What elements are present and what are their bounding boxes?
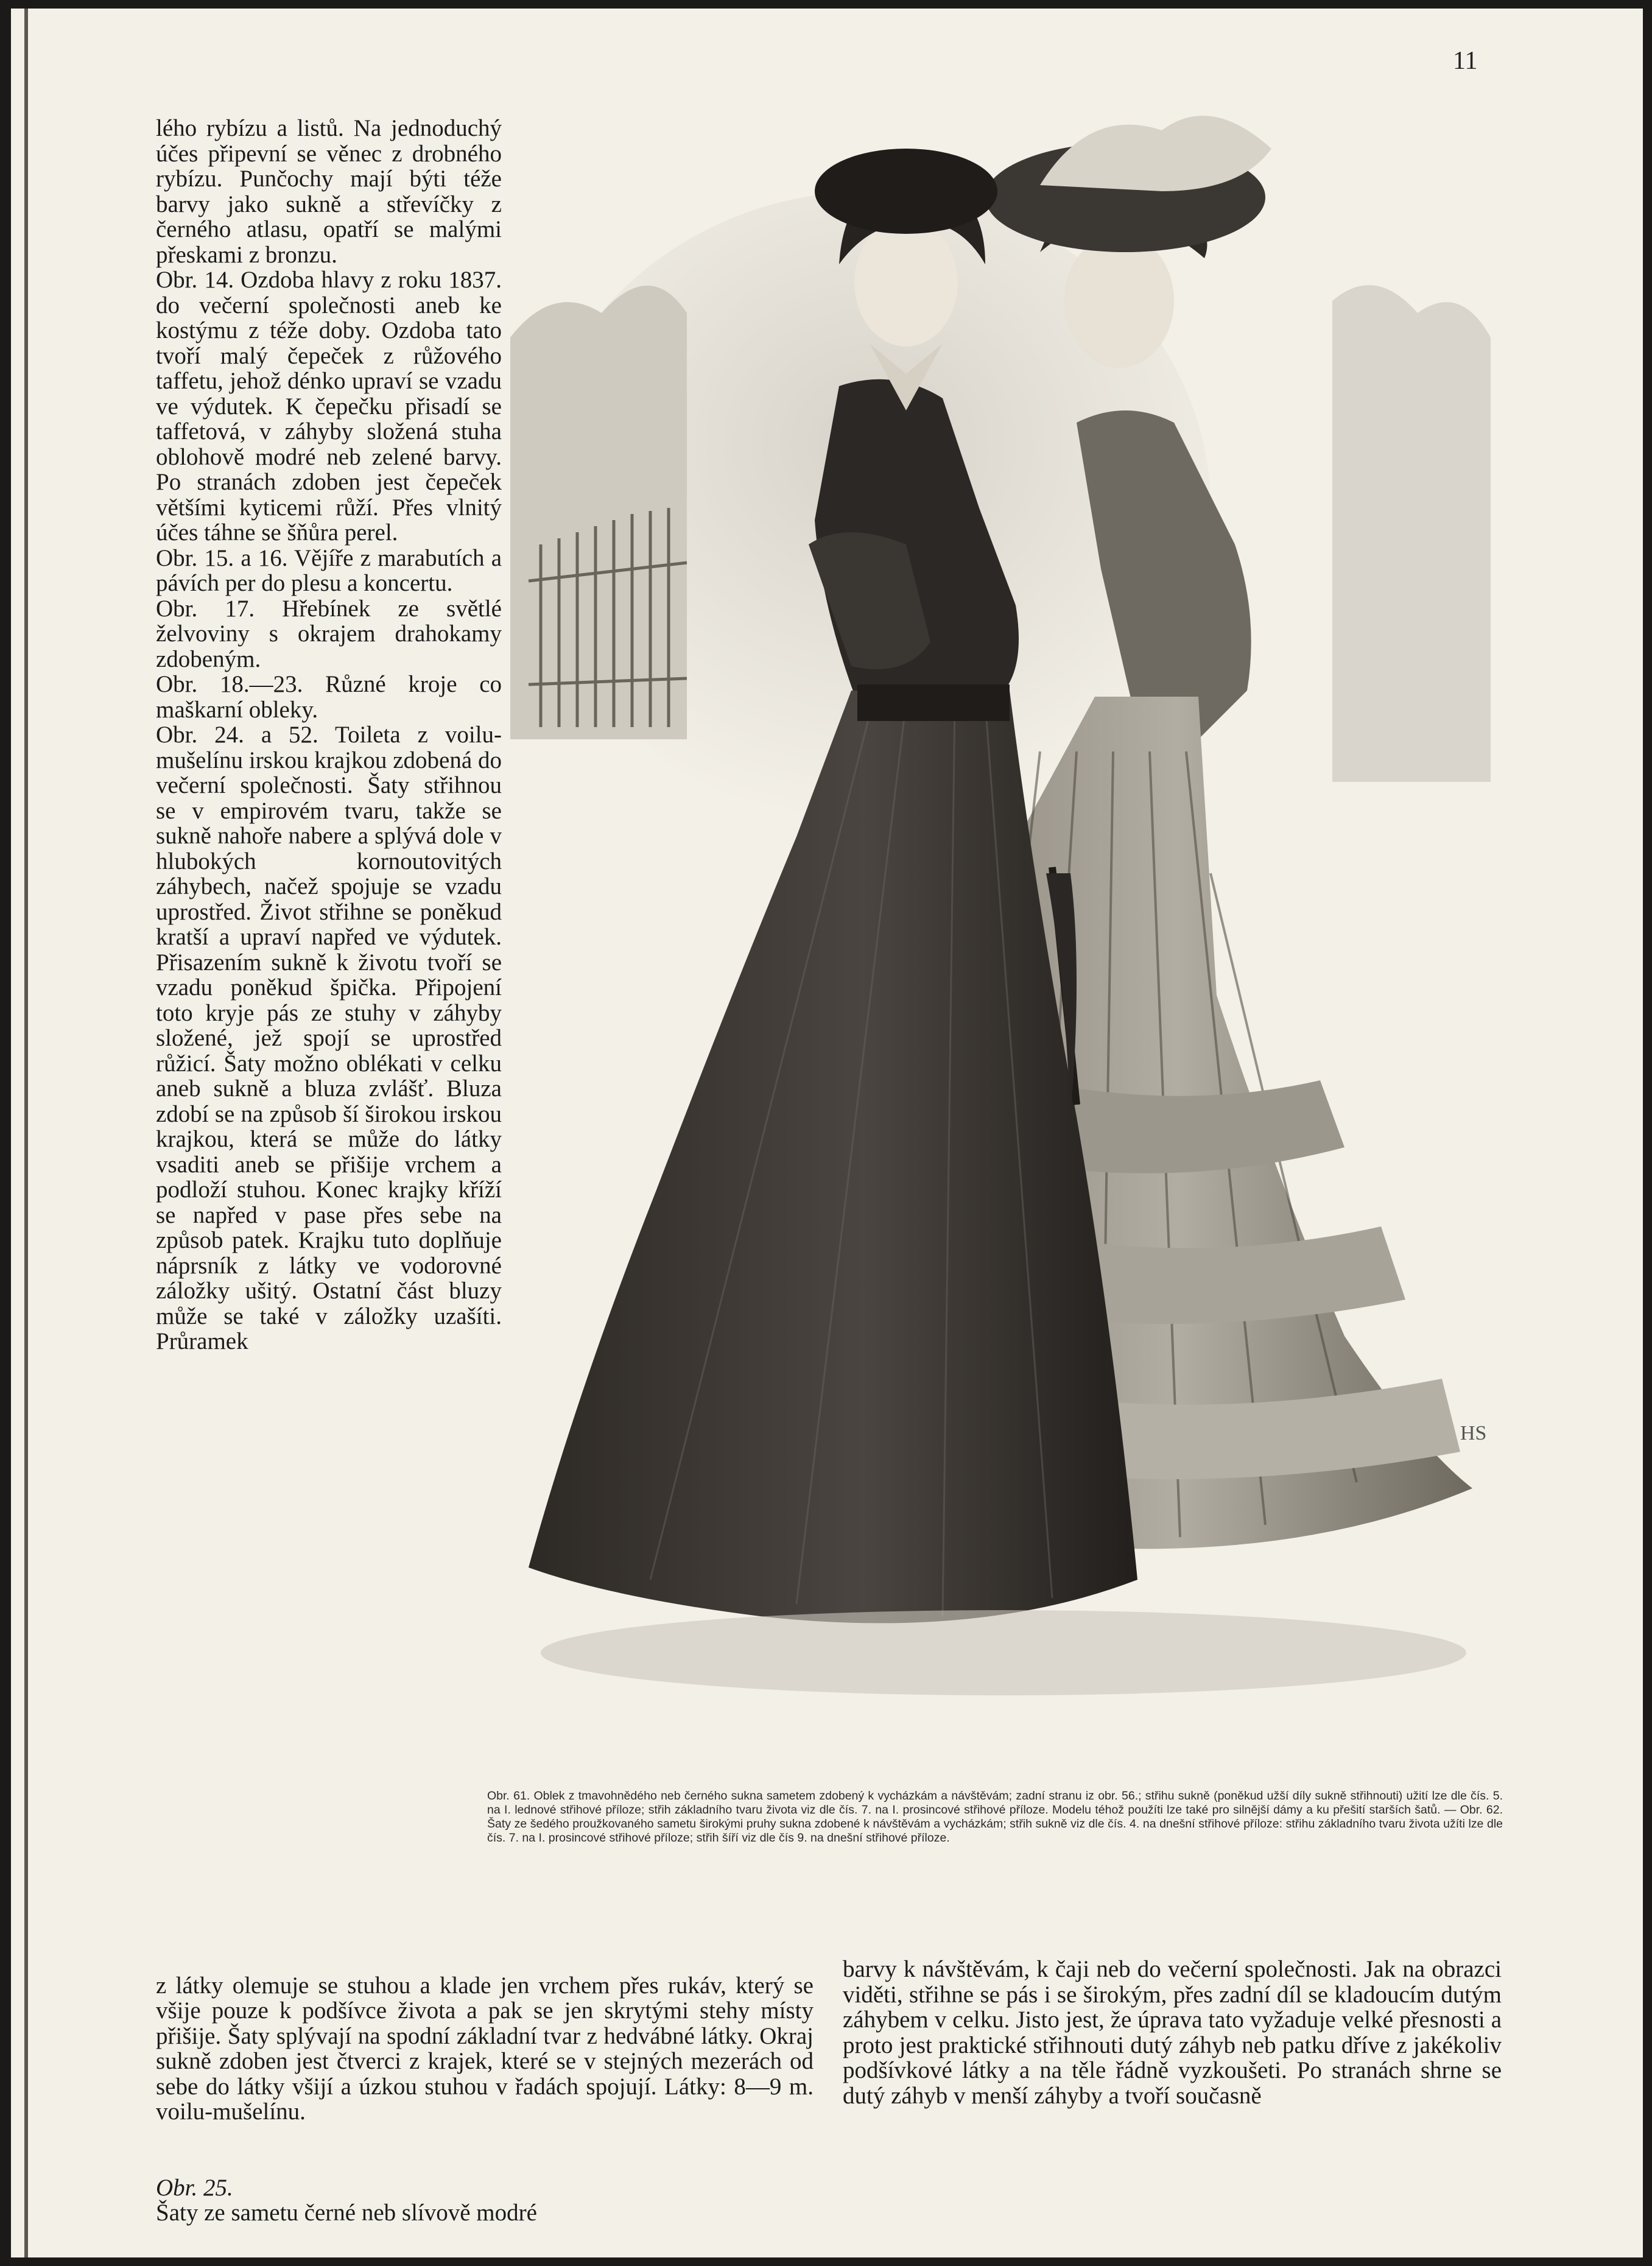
article-bottom-right: barvy k návštěvám, k čaji neb do večerní společnosti. Jak na obrazci viděti, střihne se pás i se širokým, přes zadní díl se kladoucím dutým záhybem v celku. Jisto jest, že úprava tato vyžaduje velké přesnosti a proto jest praktické střihnouti dutý záhyb neb patku dříve z jakékoliv podšívkové látky a na těle řádně vyzkoušeti. Po stranách shrne se dutý záhyb v menší záhyby a tvoří současně (843, 1956, 1502, 2109)
article-left-column: lého rybízu a listů. Na jednoduchý účes připevní se věnec z drobného rybízu. Punčochy mají býti téže barvy jako sukně a střevíčky z černého atlasu, opatří se malými přeskami z bronzu. Obr. 14. Ozdoba hlavy z roku 1837. do večerní společnosti aneb ke kostýmu z téže doby. Ozdoba tato tvoří malý čepeček z růžového taffetu, jehož dénko upraví se vzadu ve výdutek. K čepečku přisadí se taffetová, v záhyby složená stuha oblohově modré neb zelené barvy. Po stranách zdoben jest čepeček většími kyticemi růží. Přes vlnitý účes táhne se šňůra perel. Obr. 15. a 16. Vějíře z marabutích a pávích per do plesu a koncertu. Obr. 17. Hřebínek ze světlé želvoviny s okrajem drahokamy zdobeným. Obr. 18.—23. Různé kroje co maškarní obleky. Obr. 24. a 52. Toileta z voilu-mušelínu irskou krajkou zdobená do večerní společnosti. Šaty střihnou se v empirovém tvaru, takže se sukně nahoře nabere a splývá dole v hlubokých kornoutovitých záhybech, načež spojuje se vzadu uprostřed. Život střihne se poněkud kratší a upraví napřed ve výdutek. Přisazením sukně k životu tvoří se vzadu poněkud špička. Připojení toto kryje pás ze stuhy v záhyby složené, jež spojí se uprostřed růžicí. Šaty možno oblékati v celku aneb sukně a bluza zvlášť. Bluza zdobí se na způsob ší širokou irskou krajkou, která se může do látky vsaditi aneb se přišije vrchem a podloží stuhou. Konec krajky kříží se napřed v pase přes sebe na způsob patek. Krajku tuto doplňuje náprsník z látky ve vodorovné záložky ušitý. Ostatní část bluzy může se také v záložky uzašíti. Průramek (156, 115, 502, 1354)
figure-caption: Obr. 61. Oblek z tmavohnědého neb černého sukna sametem zdobený k vycházkám a návštěvám; zadní stranu iz obr. 56.; střihu sukně (poněkud užší díly sukně střihnouti) užití lze dle čís. 5. na I. lednové střihové příloze; střih základního tvaru života viz dle čís. 7. na I. prosincové střihové příloze. Modelu téhož použíti lze také pro silnější dámy a ku přešití starších šatů. — Obr. 62. Šaty ze šedého proužkovaného sametu širokými pruhy sukna zdobené k návštěvám a vycházkám; střih sukně viz dle čís. 4. na dnešní střihové příloze: střihu základního tvaru života užíti lze dle čís. 7. na I. prosincové střihové příloze; střih šíří viz dle čís 9. na dnešní střihové příloze. (487, 1789, 1503, 1845)
binding-edge (24, 9, 28, 2257)
ground-shadow (541, 1610, 1466, 1695)
two-women-illustration (370, 82, 1545, 1762)
figure-reference-25: Obr. 25. (156, 2174, 233, 2201)
magazine-page (11, 9, 1643, 2257)
artist-monogram: HS (1460, 1422, 1487, 1444)
page-number: 11 (1453, 47, 1478, 75)
article-bottom-left-text: z látky olemuje se stuhou a klade jen vrchem přes rukáv, který se všije pouze k podšívce života a pak se jen skrytými stehy místy přišije. Šaty splývají na spodní základní tvar z hedvábné látky. Okraj sukně zdoben jest čtverci z krajek, které se v stejných mezerách od sebe do látky všijí a úzkou stuhou v řadách spojují. Látky: 8—9 m. voilu-mušelínu. (156, 1972, 814, 2125)
fashion-illustration (370, 82, 1545, 1762)
article-bottom-left-last: Šaty ze sametu černé neb slívově modré (156, 2200, 537, 2226)
article-bottom-left (156, 1948, 814, 2226)
